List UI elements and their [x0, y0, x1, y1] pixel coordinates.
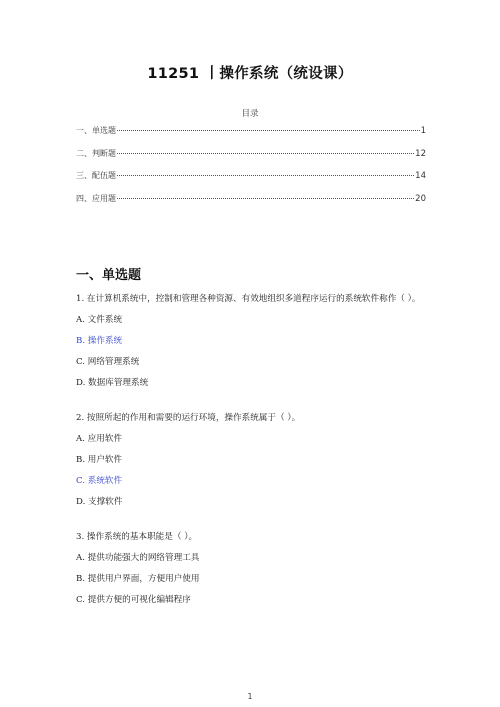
table-of-contents	[76, 125, 426, 215]
toc-entry[interactable]	[76, 170, 426, 193]
answer-option: A. 应用软件	[76, 434, 123, 444]
toc-entry-label: 三、配伍题	[76, 171, 116, 180]
question-stem: 3. 操作系统的基本职能是（ ）。	[76, 532, 198, 542]
toc-entry[interactable]	[76, 125, 426, 148]
toc-entry-page: 12	[415, 148, 426, 159]
question-list	[76, 292, 426, 628]
toc-entry[interactable]	[76, 148, 426, 171]
answer-option: D. 支撑软件	[76, 497, 123, 507]
toc-leader-dots	[117, 198, 414, 199]
question-stem: 2. 按照所起的作用和需要的运行环境，操作系统属于（ ）。	[76, 413, 301, 423]
toc-heading: 目录	[241, 109, 259, 119]
page-number: 1	[247, 692, 253, 701]
answer-option: A. 提供功能强大的网络管理工具	[76, 553, 200, 563]
answer-option: B. 提供用户界面，方便用户使用	[76, 574, 200, 584]
toc-entry-label: 二、判断题	[76, 148, 116, 158]
question-stem: 1. 在计算机系统中，控制和管理各种资源、有效地组织多道程序运行的系统软件称作（ ）。	[76, 294, 421, 304]
answer-option: A. 文件系统	[76, 315, 123, 325]
answer-option: B. 用户软件	[76, 455, 123, 465]
question-item	[76, 530, 426, 614]
toc-entry-label: 一、单选题	[76, 126, 116, 135]
answer-option: D. 数据库管理系统	[76, 378, 149, 388]
toc-leader-dots	[117, 130, 420, 131]
toc-entry-page: 14	[415, 171, 426, 181]
toc-entry-label: 四、应用题	[76, 193, 116, 203]
answer-option: C. 网络管理系统	[76, 357, 140, 367]
toc-entry-page: 20	[415, 193, 426, 204]
toc-leader-dots	[117, 153, 414, 154]
toc-entry[interactable]	[76, 193, 426, 216]
answer-option: C. 提供方便的可视化编辑程序	[76, 595, 191, 605]
document-title: 11251 丨操作系统（统设课）	[147, 66, 353, 82]
correct-answer-option: B. 操作系统	[76, 336, 123, 346]
toc-leader-dots	[117, 175, 414, 176]
section-heading: 一、单选题	[76, 268, 142, 283]
toc-entry-page: 1	[420, 126, 426, 136]
question-item	[76, 292, 426, 397]
question-item	[76, 411, 426, 516]
correct-answer-option: C. 系统软件	[76, 476, 123, 486]
